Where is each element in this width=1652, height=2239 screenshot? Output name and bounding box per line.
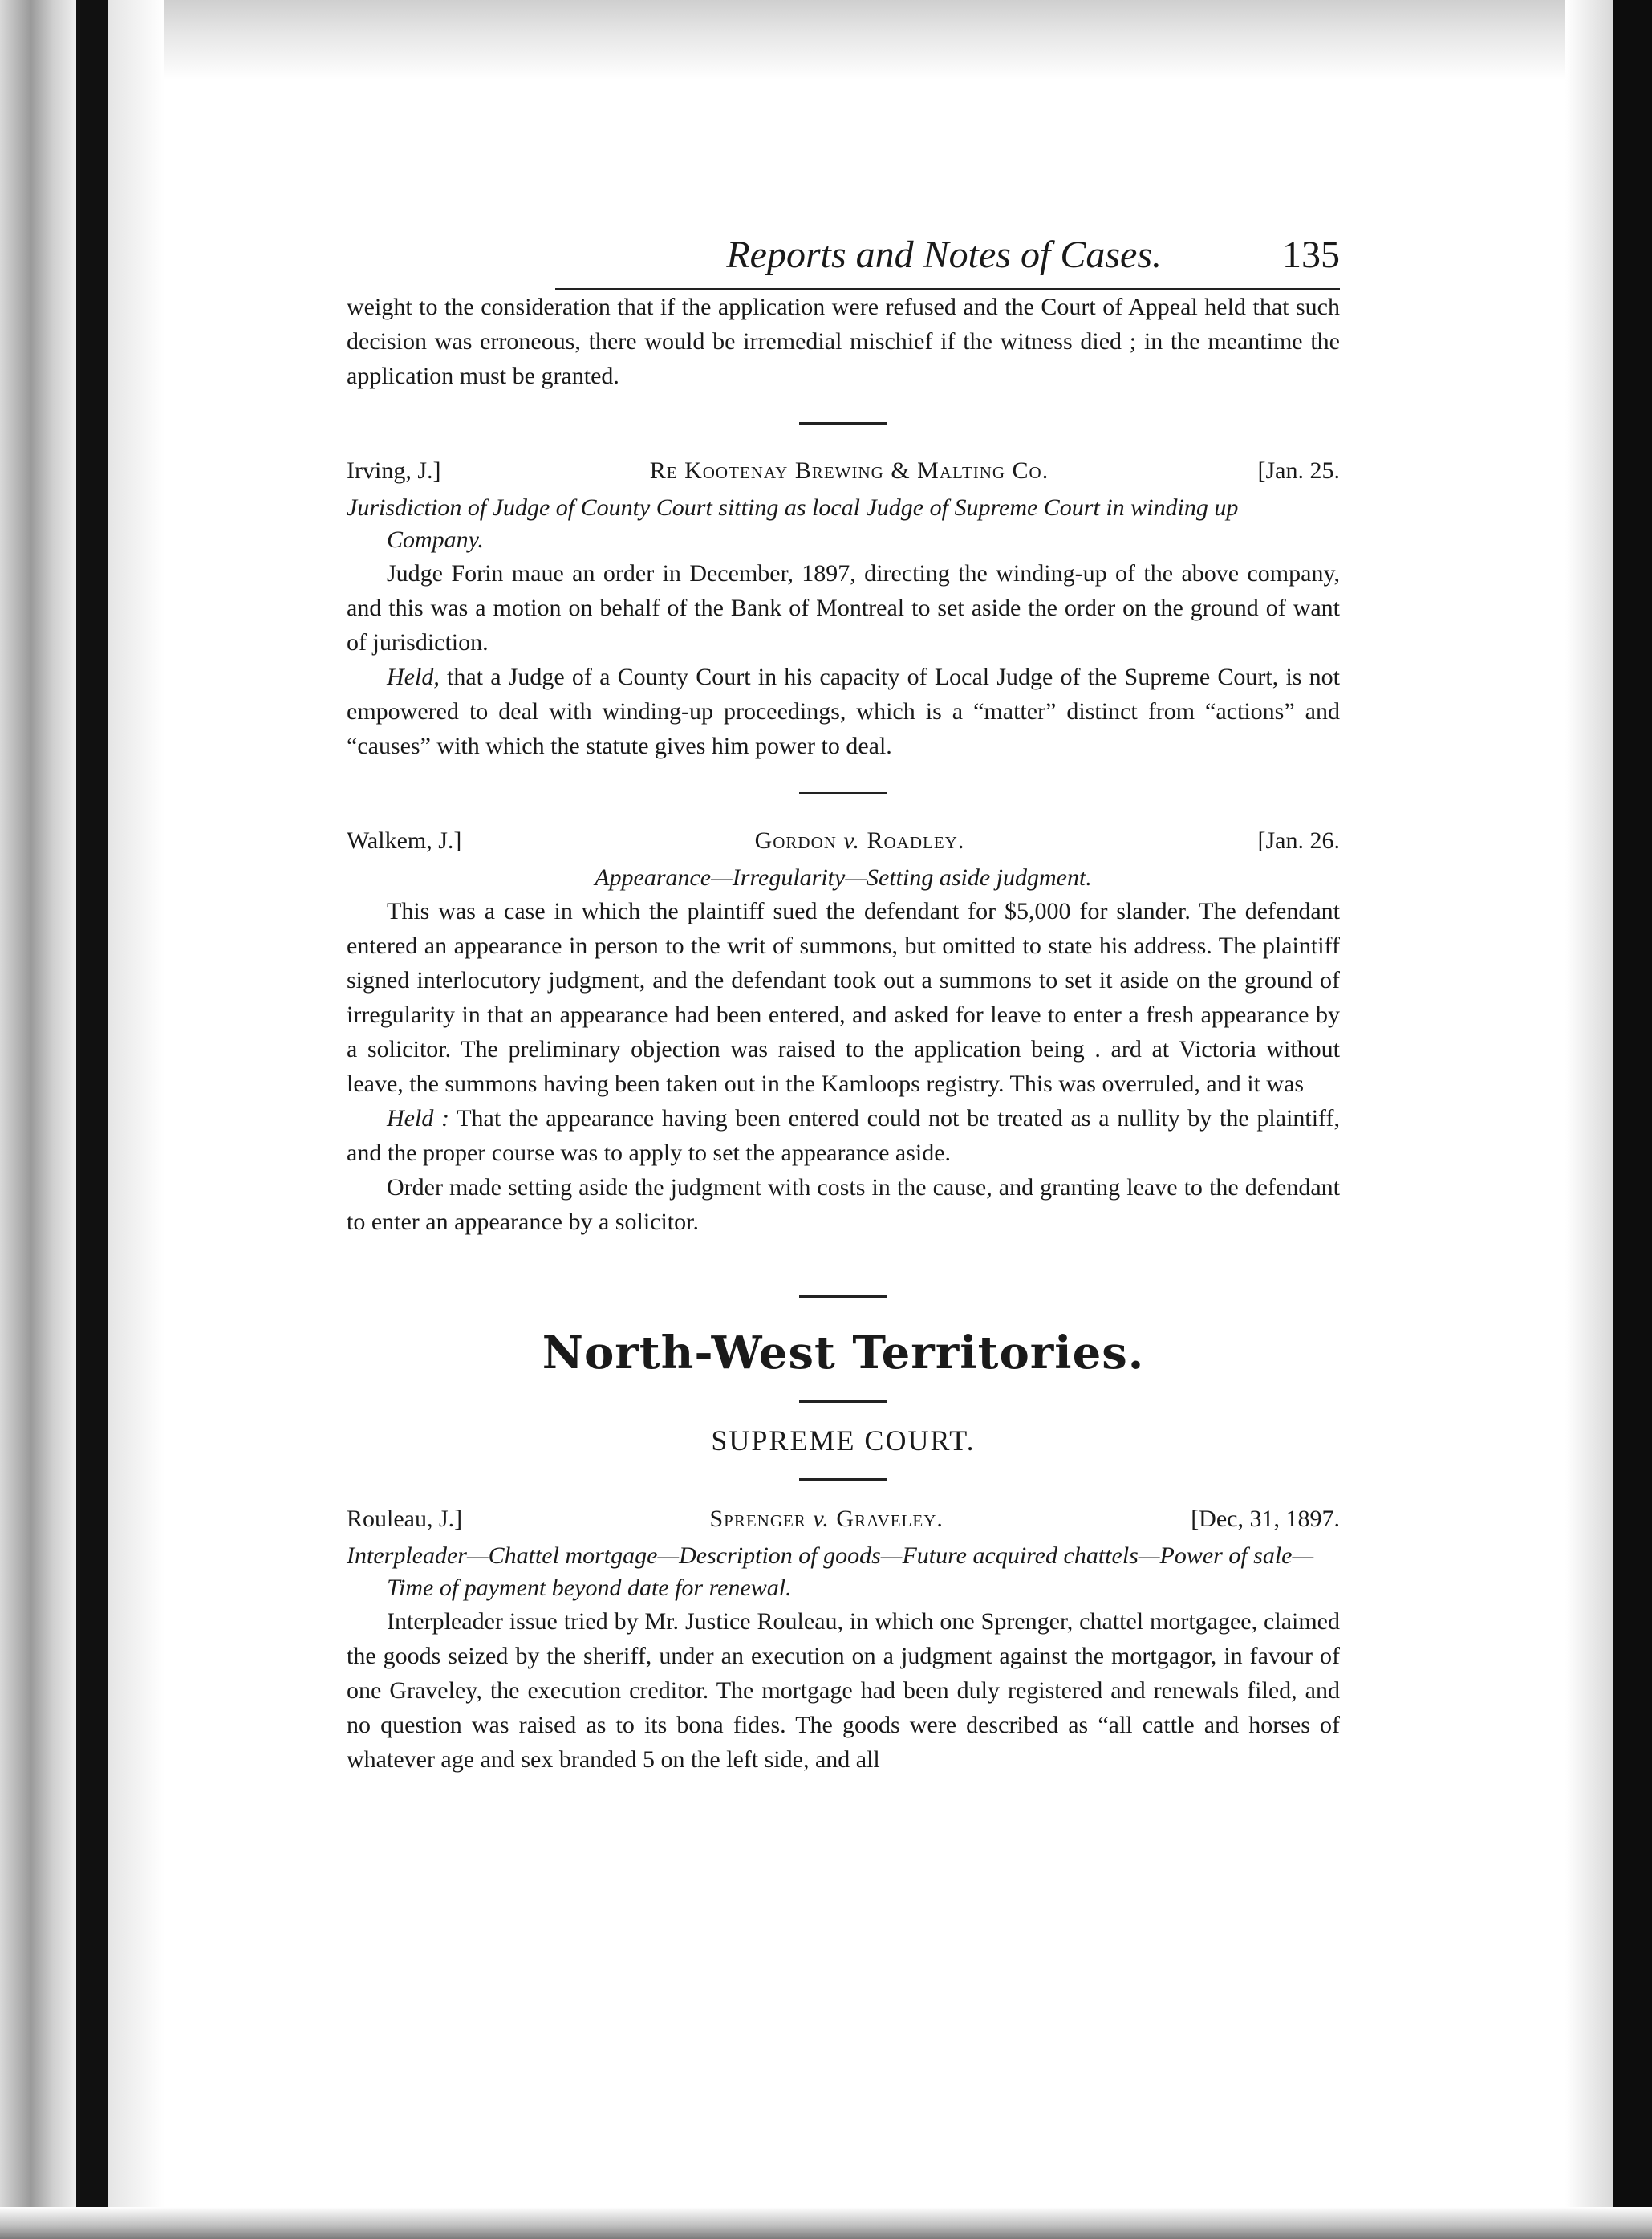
page-number: 135 xyxy=(1282,234,1340,276)
divider-rule xyxy=(799,1295,887,1298)
case-headnote: Jurisdiction of Judge of County Court sitting as local Judge of Supreme Court in winding up Company. xyxy=(347,494,1239,553)
case-headnote: Interpleader—Chattel mortgage—Description of goods—Future acquired chattels—Power of sale—Time of payment beyond date for renewal. xyxy=(347,1542,1314,1601)
case-title xyxy=(755,823,965,859)
divider-rule xyxy=(799,422,887,425)
case-paragraph: Interpleader issue tried by Mr. Justice Rouleau, in which one Sprenger, chattel mortgagee, claimed the goods seized by the sheriff, under an execution on a judgment against the mortgagor, in favour of one Graveley, the execution creditor. The mortgage had been duly registered and renewals filed, and no question was raised as to its bona fides. The goods were described as “all cattle and horses of whatever age and sex branded 5 on the left side, and all xyxy=(347,1608,1340,1773)
case-held-paragraph xyxy=(347,1101,1340,1170)
held-text: That the appearance having been entered could not be treated as a nullity by the plaintiff, and the proper course was to apply to set the appearance aside. xyxy=(347,1105,1340,1166)
scan-edge-top xyxy=(0,0,1652,80)
case-paragraph: This was a case in which the plaintiff sued the defendant for $5,000 for slander. The defendant entered an appearance in person to the writ of summons, but omitted to state his address. The plaintiff signed interlocutory judgment, and the defendant took out a summons to set it aside on the ground of irregularity in that an appearance had been entered, and asked for leave to enter a fresh appearance by a solicitor. The preliminary objection was raised to the application being . ard at Victoria without leave, the summons having been taken out in the Kamloops registry. This was overruled, and it was xyxy=(347,898,1340,1097)
case-title: Re Kootenay Brewing & Malting Co. xyxy=(649,457,1049,484)
divider-rule xyxy=(799,1400,887,1403)
party-a: Gordon xyxy=(754,827,837,854)
case-date: [Jan. 26. xyxy=(1257,827,1340,854)
scan-binding-shadow xyxy=(76,0,108,2239)
divider-rule xyxy=(799,1478,887,1481)
party-a: Sprenger xyxy=(709,1506,806,1532)
case-order-paragraph: Order made setting aside the judgment with costs in the cause, and granting leave to the defendant to enter an appearance by a solicitor. xyxy=(347,1174,1340,1235)
scan-edge-right xyxy=(1613,0,1652,2239)
judge-name: Rouleau, J.] xyxy=(347,1506,463,1532)
court-heading: SUPREME COURT. xyxy=(711,1424,976,1457)
party-b: Graveley. xyxy=(836,1506,944,1532)
case-header-gordon xyxy=(347,823,1340,859)
book-page xyxy=(347,233,1340,1777)
page-header xyxy=(555,233,1340,290)
case-title xyxy=(709,1501,943,1537)
case-date: [Dec, 31, 1897. xyxy=(1191,1506,1340,1532)
case-header-sprenger xyxy=(347,1501,1340,1537)
held-text: that a Judge of a County Court in his capacity of Local Judge of the Supreme Court, is not empowered to deal with winding-up proceedings, which is a “matter” distinct from “actions” and “causes” with which the statute gives him power to deal. xyxy=(347,664,1340,759)
judge-name: Irving, J.] xyxy=(347,457,441,484)
scan-edge-bottom xyxy=(0,2207,1652,2239)
section-heading: North-West Territories. xyxy=(542,1327,1145,1380)
case-paragraph: Judge Forin maue an order in December, 1897, directing the winding-up of the above company, and this was a motion on behalf of the Bank of Montreal to set aside the order on the ground of want of jurisdiction. xyxy=(347,560,1340,656)
judge-name: Walkem, J.] xyxy=(347,827,462,854)
held-label: Held, xyxy=(387,664,440,690)
running-title: Reports and Notes of Cases. xyxy=(726,234,1162,276)
intro-paragraph: weight to the consideration that if the application were refused and the Court of Appeal held that such decision was erroneous, there would be irremedial mischief if the witness died ; in the meantime the application must be granted. xyxy=(347,294,1340,389)
case-date: [Jan. 25. xyxy=(1257,457,1340,484)
case-headnote: Appearance—Irregularity—Setting aside judgment. xyxy=(595,864,1092,891)
scan-edge-left xyxy=(0,0,88,2239)
versus: v. xyxy=(813,1506,830,1532)
scan-edge-right-fade xyxy=(1565,0,1613,2239)
divider-rule xyxy=(799,792,887,794)
party-b: Roadley. xyxy=(867,827,965,854)
case-held-paragraph xyxy=(347,660,1340,763)
scan-edge-left-fade xyxy=(108,0,164,2239)
versus: v. xyxy=(843,827,860,854)
case-header-kootenay xyxy=(347,453,1340,489)
held-label: Held : xyxy=(387,1105,450,1132)
